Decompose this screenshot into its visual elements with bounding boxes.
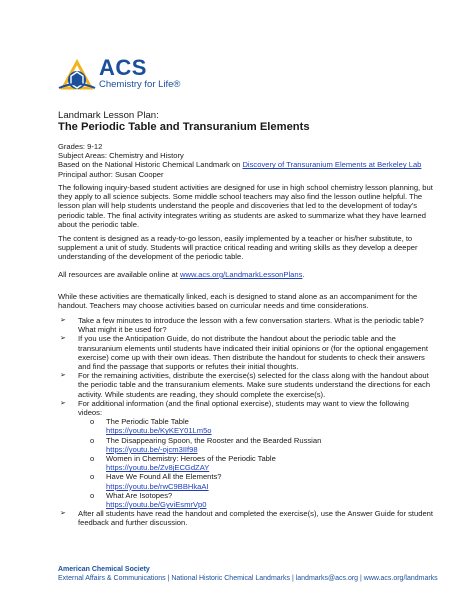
landmark-link[interactable]: Discovery of Transuranium Elements at Berkeley Lab [242, 160, 422, 170]
resources-prefix: All resources are available online at [58, 270, 180, 279]
list-item: ➢ For the remaining activities, distribute the exercise(s) selected for the class along with the handout about the periodic table and the transuranium elements. Make sure students understand the directions for each activity. While students are reading, they should complete the exercise(s). [60, 371, 431, 399]
list-item: ➢ After all students have read the handout and completed the exercise(s), use the Answer Guide for student feedback and further discussion. [60, 509, 434, 528]
resources-link[interactable]: www.acs.org/LandmarkLessonPlans [180, 270, 303, 279]
video-item [58, 436, 434, 454]
subject-line: Subject Areas: Chemistry and History [58, 151, 184, 161]
logo-wordmark: ACS [99, 55, 147, 80]
page-footer [58, 565, 458, 583]
circle-bullet-icon: o [90, 417, 95, 427]
circle-bullet-icon: o [90, 472, 95, 482]
acs-logo[interactable] [57, 55, 207, 98]
footer-org: American Chemical Society [58, 566, 150, 573]
list-item: ➢ For additional information (and the final optional exercise), students may want to view the following videos: [60, 398, 409, 418]
activity-list [58, 316, 434, 528]
video-link[interactable]: https://youtu.be/Zv8jECGdZAY [106, 463, 210, 473]
video-title: Women in Chemistry: Heroes of the Periodic Table [106, 454, 276, 464]
page-title: The Periodic Table and Transuranium Elements [58, 121, 310, 133]
circle-bullet-icon: o [90, 435, 95, 445]
intro-paragraph-2: The content is designed as a ready-to-go lesson, easily implemented by a teacher or his/her substitute, to supplement a unit of study. Students will practice critical reading and writing skills as they develop a deeper understanding of the development of the periodic table. [58, 234, 418, 262]
video-item [58, 417, 434, 435]
based-on-prefix: Based on the National Historic Chemical Landmark on [58, 160, 243, 170]
resources-suffix: . [302, 270, 305, 279]
author-line: Principal author: Susan Cooper [58, 169, 164, 179]
circle-bullet-icon: o [90, 490, 95, 500]
lesson-meta [58, 142, 434, 179]
arrow-bullet-icon: ➢ [60, 510, 66, 518]
grades-line: Grades: 9-12 [58, 142, 103, 151]
based-on-line [58, 160, 434, 169]
video-link[interactable]: https://youtu.be/GyviEsmrVp0 [106, 500, 207, 510]
logo-tagline: Chemistry for Life® [99, 79, 181, 90]
circle-bullet-icon: o [90, 454, 95, 464]
video-item [58, 491, 434, 509]
list-item: ➢ If you use the Anticipation Guide, do not distribute the handout about the periodic table and the transuranium elements until students have indicated their initial opinions or (for the optional engagement exercise) come up with their own ideas. Then distribute the handout for students to check their answers and find the passage that supports or refutes their initial thoughts. [60, 334, 428, 372]
video-item [58, 472, 434, 490]
video-item [58, 454, 434, 472]
lesson-kicker: Landmark Lesson Plan: [58, 110, 159, 121]
video-link[interactable]: https://youtu.be/rwC9BBHkaAI [106, 481, 209, 491]
arrow-bullet-icon: ➢ [60, 317, 66, 324]
resources-line [58, 270, 434, 279]
list-item: ➢ Take a few minutes to introduce the lesson with a few conversation starters. What is the periodic table? What might it be used for? [60, 316, 424, 335]
video-title: The Disappearing Spoon, the Rooster and the Bearded Russian [106, 435, 322, 445]
acs-hexagon-icon [57, 58, 97, 92]
video-link[interactable]: https://youtu.be/KyKEY01Lm5o [106, 426, 212, 436]
intro-paragraph-4: While these activities are thematically linked, each is designed to stand alone as an accompaniment for the handout. Teachers may choose activities based on curricular needs and time considerations. [58, 292, 418, 311]
footer-contact-line: External Affairs & Communications | National Historic Chemical Landmarks | landmarks@acs.org | www.acs.org/landmarks [58, 575, 438, 582]
video-title: Have We Found All the Elements? [106, 472, 222, 482]
intro-paragraph-1: The following inquiry-based student activities are designed for use in high school chemistry lesson planning, but they apply to all science subjects. Some middle school teachers may also find the lesson outline helpful. The lesson plan will help students understand the people and discoveries that led to the development of today's periodic table. The final activity integrates writing as students are asked to summarize what they have learned about the periodic table. [58, 183, 433, 229]
video-title: The Periodic Table Table [106, 417, 189, 427]
arrow-bullet-icon: ➢ [60, 372, 66, 380]
arrow-bullet-icon: ➢ [60, 399, 66, 407]
video-link[interactable]: https://youtu.be/-ojcm3IIf98 [106, 444, 198, 454]
video-title: What Are Isotopes? [106, 490, 173, 500]
arrow-bullet-icon: ➢ [60, 335, 66, 343]
